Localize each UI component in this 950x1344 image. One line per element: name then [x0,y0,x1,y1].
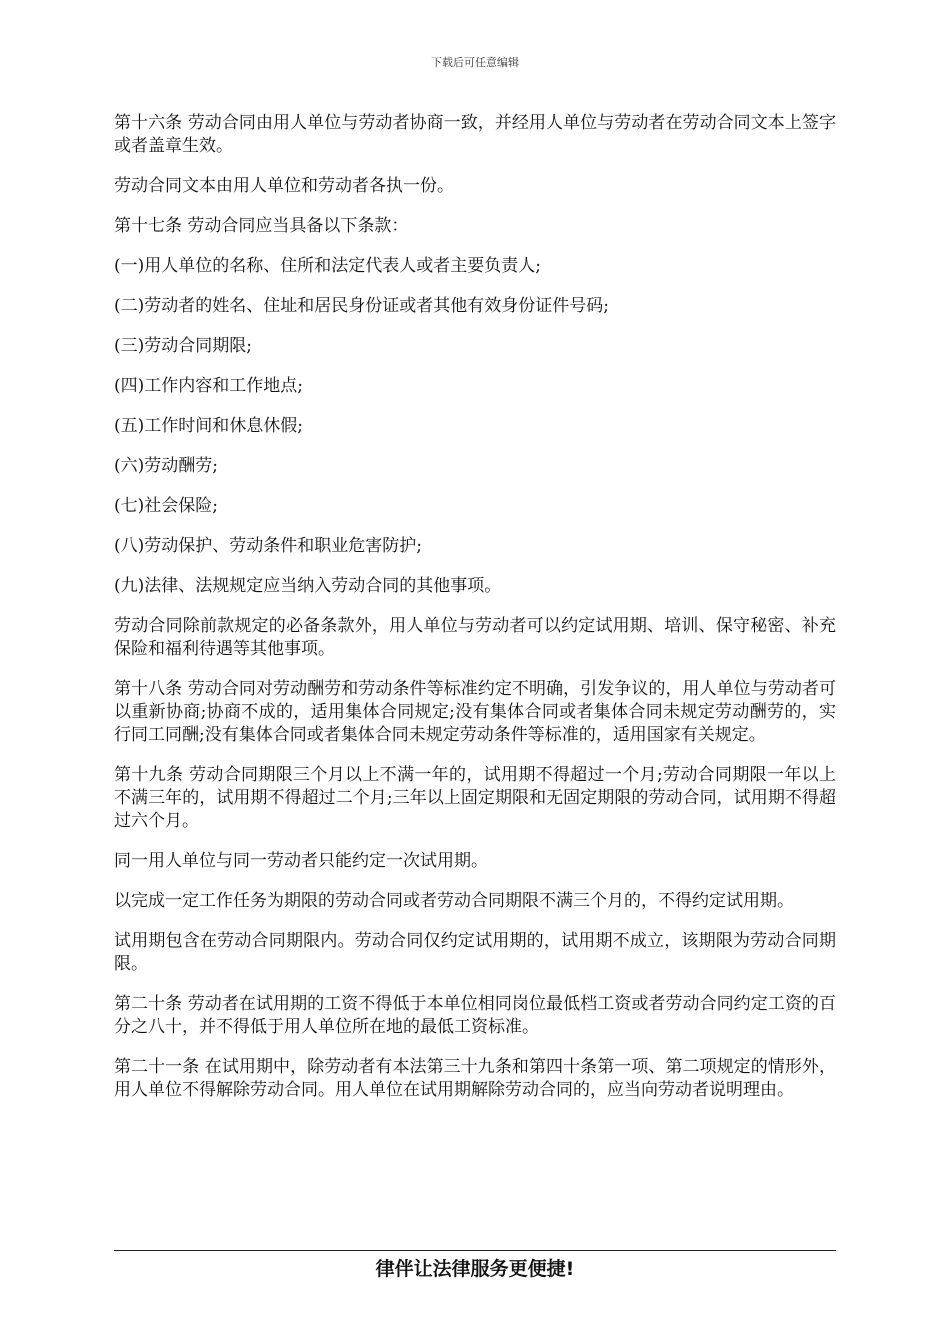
list-item-clause-6: (六)劳动酬劳; [114,456,218,476]
list-item-clause-2: (二)劳动者的姓名、住址和居民身份证或者其他有效身份证件号码; [114,296,609,316]
list-item-clause-1: (一)用人单位的名称、住所和法定代表人或者主要负责人; [114,256,541,276]
list-item-clause-8: (八)劳动保护、劳动条件和职业危害防护; [114,536,422,556]
document-body [114,112,836,1119]
paragraph-article-17: 第十七条 劳动合同应当具备以下条款： [114,216,409,236]
list-item-clause-3: (三)劳动合同期限; [114,336,252,356]
list-item-clause-9: (九)法律、法规规定应当纳入劳动合同的其他事项。 [114,576,502,596]
paragraph-no-probation: 以完成一定工作任务为期限的劳动合同或者劳动合同期限不满三个月的，不得约定试用期。 [114,891,794,911]
paragraph-contract-copies: 劳动合同文本由用人单位和劳动者各执一份。 [114,176,454,196]
paragraph-probation-included: 试用期包含在劳动合同期限内。劳动合同仅约定试用期的，试用期不成立，该期限为劳动合同期限。 [114,931,836,974]
list-item-clause-5: (五)工作时间和休息休假; [114,416,303,436]
list-item-clause-4: (四)工作内容和工作地点; [114,376,303,396]
paragraph-article-20: 第二十条 劳动者在试用期的工资不得低于本单位相同岗位最低档工资或者劳动合同约定工资的百分之八十，并不得低于用人单位所在地的最低工资标准。 [114,994,836,1037]
paragraph-probation-once: 同一用人单位与同一劳动者只能约定一次试用期。 [114,851,488,871]
paragraph-article-16: 第十六条 劳动合同由用人单位与劳动者协商一致，并经用人单位与劳动者在劳动合同文本上签字或者盖章生效。 [114,113,836,156]
paragraph-article-18: 第十八条 劳动合同对劳动酬劳和劳动条件等标准约定不明确，引发争议的，用人单位与劳动者可以重新协商;协商不成的，适用集体合同规定;没有集体合同或者集体合同未规定劳动酬劳的，实行同工同酬;没有集体合同或者集体合同未规定劳动条件等标准的，适用国家有关规定。 [114,679,836,745]
paragraph-article-21: 第二十一条 在试用期中，除劳动者有本法第三十九条和第四十条第一项、第二项规定的情形外，用人单位不得解除劳动合同。用人单位在试用期解除劳动合同的，应当向劳动者说明理由。 [114,1057,836,1100]
page-footer: 律伴让法律服务更便捷! [375,1258,575,1280]
footer-divider [114,1250,836,1251]
page-header: 下载后可任意编辑 [431,56,519,69]
paragraph-article-19: 第十九条 劳动合同期限三个月以上不满一年的，试用期不得超过一个月;劳动合同期限一年以上不满三年的，试用期不得超过二个月;三年以上固定期限和无固定期限的劳动合同，试用期不得超过六个月。 [114,765,836,831]
paragraph-optional-clauses: 劳动合同除前款规定的必备条款外，用人单位与劳动者可以约定试用期、培训、保守秘密、补充保险和福利待遇等其他事项。 [114,616,836,659]
list-item-clause-7: (七)社会保险; [114,496,218,516]
